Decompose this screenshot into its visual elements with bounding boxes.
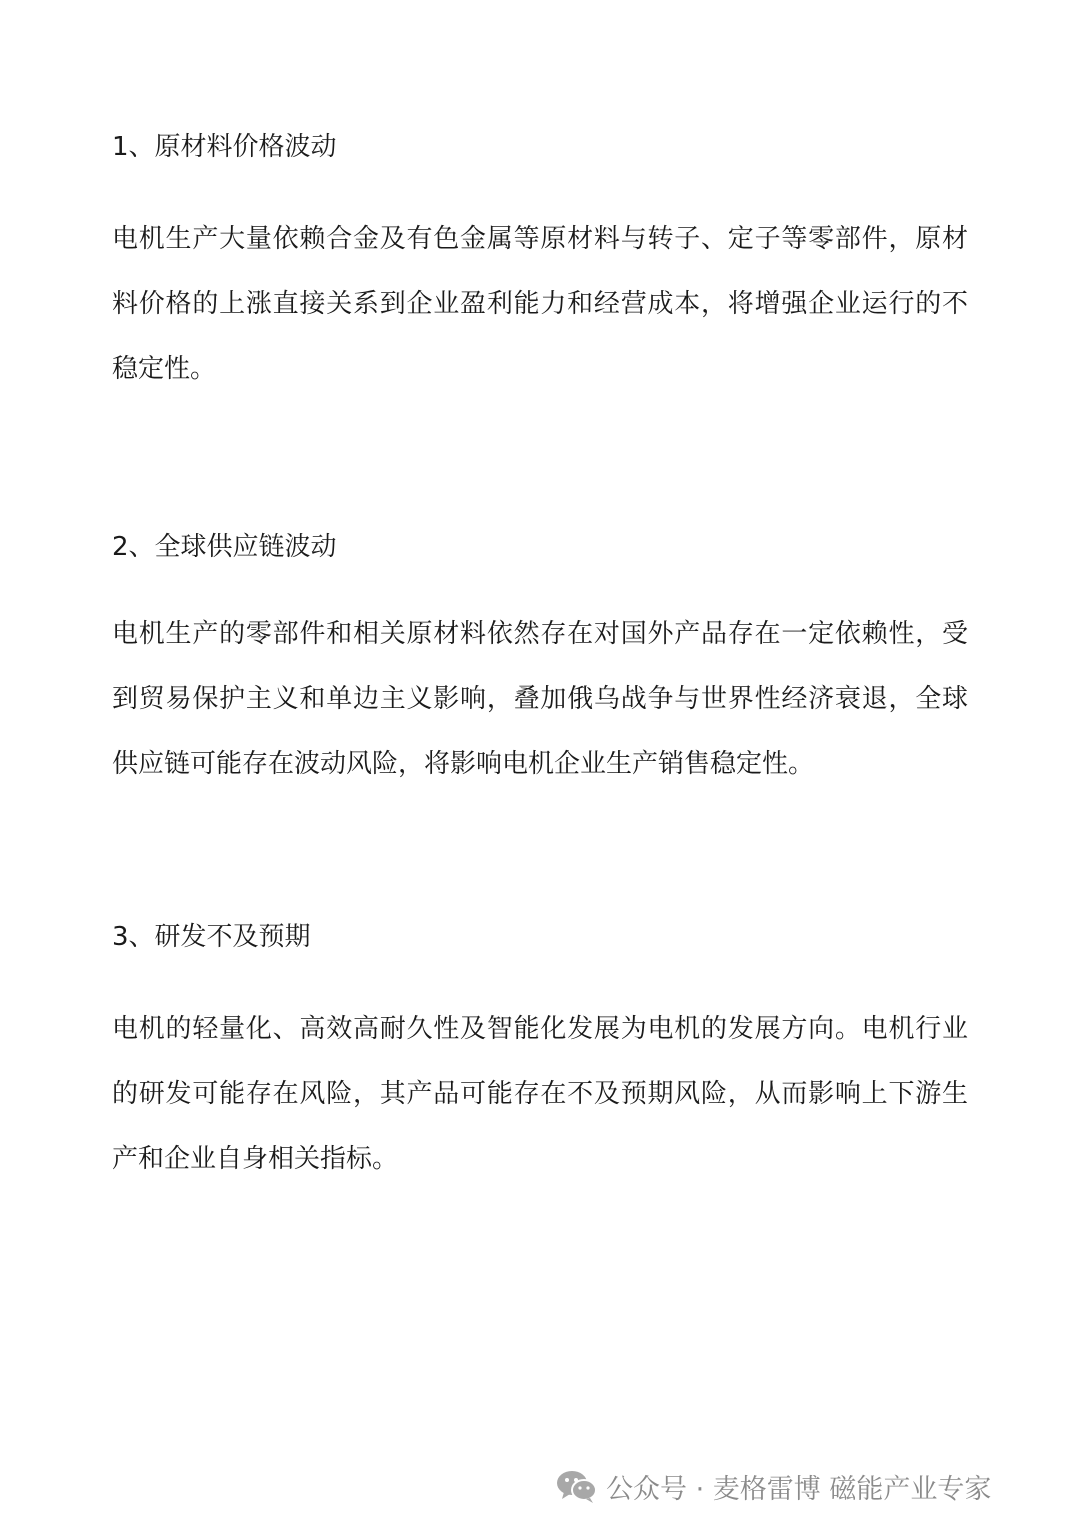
watermark-text: 公众号 · 麦格雷博 磁能产业专家 <box>606 1473 992 1505</box>
section-2-body: 电机生产的零部件和相关原材料依然存在对国外产品存在一定依赖性，受到贸易保护主义和单边主义影响，叠加俄乌战争与世界性经济衰退，全球供应链可能存在波动风险，将影响电机企业生产销售稳定性。 <box>112 619 968 779</box>
section-3-body: 电机的轻量化、高效高耐久性及智能化发展为电机的发展方向。电机行业的研发可能存在风险，其产品可能存在不及预期风险，从而影响上下游生产和企业自身相关指标。 <box>112 1014 968 1174</box>
section-3-heading: 3、研发不及预期 <box>112 922 311 952</box>
watermark <box>556 1466 991 1506</box>
wechat-icon <box>556 1468 598 1504</box>
section-2-heading: 2、全球供应链波动 <box>112 532 337 562</box>
section-1-heading: 1、原材料价格波动 <box>112 132 337 162</box>
section-1-body: 电机生产大量依赖合金及有色金属等原材料与转子、定子等零部件，原材料价格的上涨直接关系到企业盈利能力和经营成本，将增强企业运行的不稳定性。 <box>112 224 968 384</box>
